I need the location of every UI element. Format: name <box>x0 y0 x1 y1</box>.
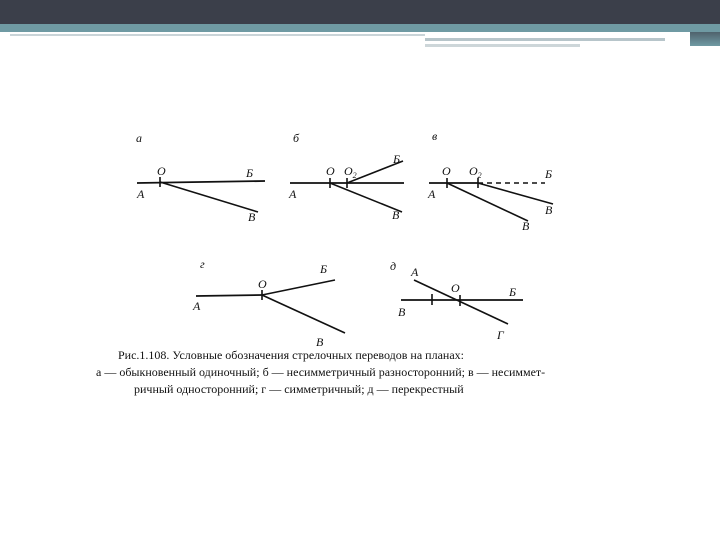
panel-d-crossing-track <box>414 280 508 324</box>
panel-b-tag: б <box>293 131 300 145</box>
panel-g-label-v: В <box>316 335 324 349</box>
panel-d <box>390 259 523 342</box>
panel-g-label-b: Б <box>320 262 328 276</box>
panel-a-label-a: А <box>137 187 145 201</box>
panel-g-branch-lower <box>262 295 345 333</box>
panel-a-diverging-track <box>160 182 258 212</box>
panel-b-label-o2: $О_2$ <box>344 164 357 180</box>
panel-g-label-o: О <box>258 277 267 291</box>
panel-d-tag: д <box>390 259 397 273</box>
caption-line-2: а — обыкновенный одиночный; б — несимметричный разносторонний; в — несиммет- <box>96 365 546 379</box>
panel-v-diverging-track-1 <box>447 183 528 221</box>
panel-v-diverging-track-2 <box>478 183 553 204</box>
panel-d-label-g: Г <box>497 328 504 342</box>
panel-v-label-o2: $О_2$ <box>469 164 482 180</box>
panel-g-label-a: А <box>193 299 201 313</box>
panel-a-label-b: Б <box>246 166 254 180</box>
panel-d-label-v: В <box>398 305 406 319</box>
panel-b-label-v: В <box>392 208 400 222</box>
panel-a-label-v: В <box>248 210 256 224</box>
panel-a-tag: а <box>136 131 142 145</box>
panel-v-label-o: О <box>442 164 451 178</box>
caption-line-1: Рис.1.108. Условные обозначения стрелочных переводов на планах: <box>118 348 464 362</box>
panel-g <box>192 257 345 349</box>
panel-v-label-v2: В <box>545 203 553 217</box>
panel-v-label-v1: В <box>522 219 530 233</box>
panel-a <box>136 131 265 224</box>
panel-d-label-b: Б <box>509 285 517 299</box>
panel-g-main-track <box>196 295 262 296</box>
panel-v <box>427 129 553 233</box>
panel-g-branch-upper <box>262 280 335 295</box>
panel-b-label-a: А <box>289 187 297 201</box>
panel-a-main-track <box>137 181 265 183</box>
panel-v-tag: в <box>432 129 438 143</box>
panel-a-label-o: О <box>157 164 166 178</box>
panel-d-label-a: А <box>411 265 419 279</box>
panel-b-label-b: Б <box>393 152 401 166</box>
panel-g-tag: г <box>200 257 205 271</box>
panel-v-label-b: Б <box>545 167 553 181</box>
panel-d-label-o: О <box>451 281 460 295</box>
caption-line-3: ричный односторонний; г — симметричный; д — перекрестный <box>134 382 464 396</box>
panel-b-label-o: О <box>326 164 335 178</box>
panel-b <box>288 131 404 222</box>
figure-caption <box>96 347 636 398</box>
panel-v-label-a: А <box>428 187 436 201</box>
